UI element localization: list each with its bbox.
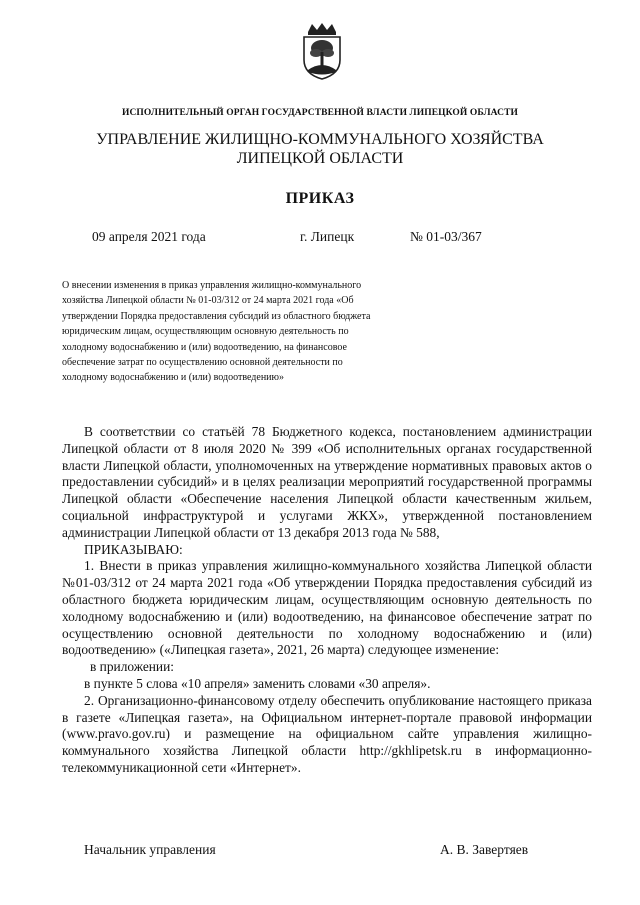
preamble-paragraph: В соответствии со статьёй 78 Бюджетного кодекса, постановлением администрации Липецкой области от 8 июля 2020 № 399 «Об исполнительных органах государственной власти Липецкой области, уполномоченных на утверждение нормативных правовых актов о предоставлении субсидий» и в целях реализации мероприятий государственной программы Липецкой области «Обеспечение населения Липецкой области качественным жильем, социальной инфраструктурой и услугами ЖКХ», утвержденной постановлением администрации Липецкой области от 13 декабря 2013 года № 588, bbox=[62, 424, 592, 540]
order-date: 09 апреля 2021 года bbox=[92, 229, 206, 244]
issuing-authority: ИСПОЛНИТЕЛЬНЫЙ ОРГАН ГОСУДАРСТВЕННОЙ ВЛАСТИ ЛИПЕЦКОЙ ОБЛАСТИ bbox=[121, 108, 519, 118]
clause-1-appendix: в приложении: bbox=[90, 659, 174, 675]
department-line-2: ЛИПЕЦКОЙ ОБЛАСТИ bbox=[236, 150, 404, 167]
department-name bbox=[0, 130, 640, 168]
clause-1-change: в пункте 5 слова «10 апреля» заменить словами «30 апреля». bbox=[84, 675, 431, 691]
order-number: № 01-03/367 bbox=[410, 229, 482, 244]
order-body bbox=[62, 424, 592, 777]
clause-1: 1. Внести в приказ управления жилищно-коммунального хозяйства Липецкой области №01-03/312 от 24 марта 2021 года «Об утверждении Порядка предоставления субсидий из областного бюджета юридическим лицам, осуществляющим основную деятельность по холодному водоснабжению и (или) водоотведению, на финансовое обеспечение затрат по осуществлению основной деятельности по холодному водоснабжению и (или) водоотведению» («Липецкая газета», 2021, 26 марта) следующее изменение: bbox=[62, 558, 592, 658]
order-word: ПРИКАЗЫВАЮ: bbox=[84, 541, 183, 557]
signatory-position: Начальник управления bbox=[84, 842, 216, 857]
order-subject: О внесении изменения в приказ управления жилищно-коммунального хозяйства Липецкой области № 01-03/312 от 24 марта 2021 года «Об утверждении Порядка предоставления субсидий из областного бюджета юридическим лицам, осуществляющим основную деятельность по холодному водоснабжению и (или) водоотведению, на финансовое обеспечение затрат по осуществлению основной деятельности по холодному водоснабжению и (или) водоотведению» bbox=[62, 280, 371, 384]
coat-of-arms-icon bbox=[300, 22, 344, 80]
signatory-name: А. В. Завертяев bbox=[440, 842, 529, 857]
clause-2: 2. Организационно-финансовому отделу обеспечить опубликование настоящего приказа в газете «Липецкая газета», на Официальном интернет-портале правовой информации (www.pravo.gov.ru) и размещение на официальном сайте управления жилищно-коммунального хозяйства Липецкой области http://gkhlipetsk.ru в информационно-телекоммуникационной сети «Интернет». bbox=[62, 692, 592, 775]
department-line-1: УПРАВЛЕНИЕ ЖИЛИЩНО-КОММУНАЛЬНОГО ХОЗЯЙСТВА bbox=[96, 131, 544, 148]
document-type: ПРИКАЗ bbox=[285, 190, 355, 207]
order-city: г. Липецк bbox=[300, 229, 355, 244]
